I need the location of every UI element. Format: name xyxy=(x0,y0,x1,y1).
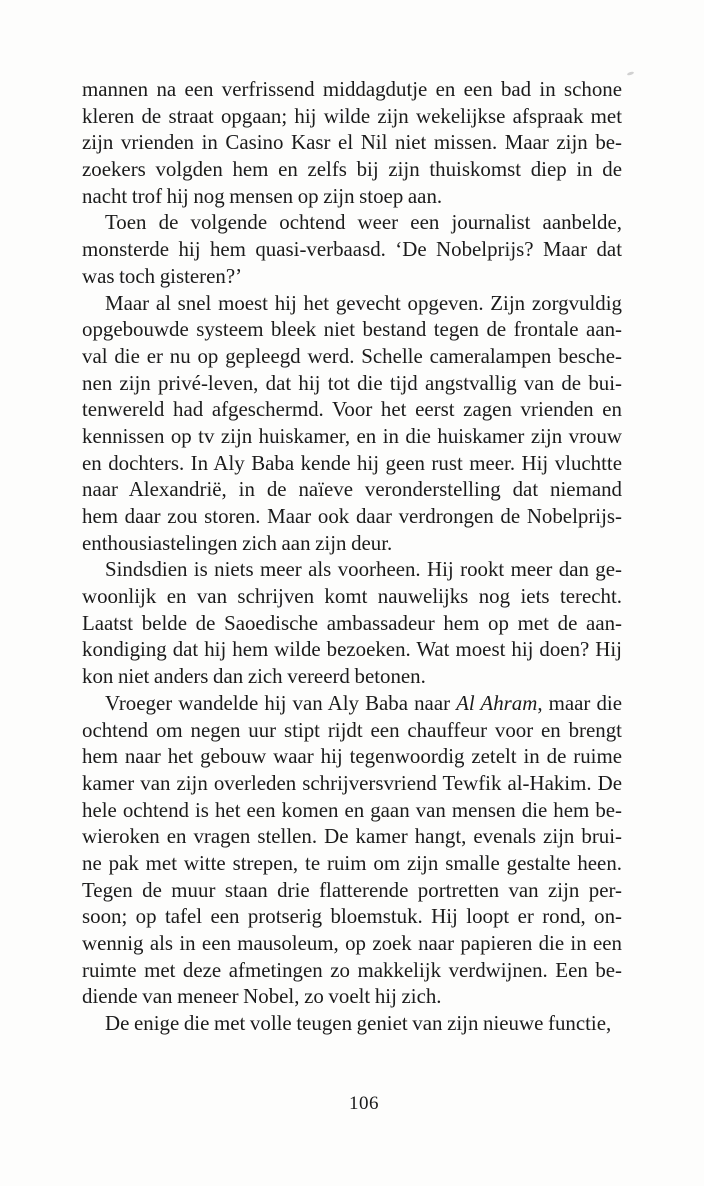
text-line: diende van meneer Nobel, zo voelt hij zich. xyxy=(82,984,442,1009)
text-line: wennig als in een mausoleum, op zoek naar papieren die in een xyxy=(82,931,622,955)
text-line: Toen de volgende ochtend weer een journalist aanbelde, xyxy=(105,210,622,235)
text-line: Tegen de muur staan drie flatterende portretten van zijn per- xyxy=(82,877,622,902)
text-line: monsterde hij hem quasi-verbaasd. ‘De Nobelprijs? Maar dat xyxy=(82,237,622,262)
text-line: naar Alexandrië, in de naïeve veronderstelling dat niemand xyxy=(82,477,622,502)
text-line: hem naar het gebouw waar hij tegenwoordig zetelt in de ruime xyxy=(82,744,622,769)
page-number: 106 xyxy=(349,1093,379,1114)
page-text xyxy=(82,76,622,1037)
text-line xyxy=(82,690,622,717)
paragraph-5 xyxy=(82,690,622,1010)
text-line: kon niet anders dan zich vereerd betonen. xyxy=(82,664,426,689)
paragraph-4 xyxy=(82,556,622,689)
text-line: nen zijn privé-leven, dat hij tot die tijd angstvallig van de bui- xyxy=(82,370,622,395)
text-line: opgebouwde systeem bleek niet bestand tegen de frontale aan- xyxy=(82,317,622,342)
text-line: zijn vrienden in Casino Kasr el Nil niet missen. Maar zijn be- xyxy=(82,130,622,155)
text-line: enthousiastelingen zich aan zijn deur. xyxy=(82,530,393,555)
text-line: soon; op tafel een protserig bloemstuk. Hij loopt er rond, on- xyxy=(82,904,622,929)
text-line: Maar al snel moest hij het gevecht opgeven. Zijn zorgvuldig xyxy=(105,290,622,315)
text-line: wieroken en vragen stellen. De kamer hangt, evenals zijn brui- xyxy=(82,824,622,849)
italic-publication-name: Al Ahram xyxy=(456,690,538,715)
text-line: kamer van zijn overleden schrijversvriend Tewfik al-Hakim. De xyxy=(82,770,622,795)
paragraph-1 xyxy=(82,76,622,209)
text-line: tenwereld had afgeschermd. Voor het eerst zagen vrienden en xyxy=(82,397,622,422)
text-line: Laatst belde de Saoedische ambassadeur hem op met de aan- xyxy=(82,610,622,635)
paragraph-3 xyxy=(82,290,622,557)
scan-artifact xyxy=(627,71,635,76)
text-line: hem daar zou storen. Maar ook daar verdrongen de Nobelprijs- xyxy=(82,504,622,528)
text-line: was toch gisteren?’ xyxy=(82,263,243,288)
text-line: nacht trof hij nog mensen op zijn stoep aan. xyxy=(82,183,443,208)
text-line: kleren de straat opgaan; hij wilde zijn wekelijkse afspraak met xyxy=(82,103,622,128)
text-line: ne pak met witte strepen, te ruim om zijn smalle gestalte heen. xyxy=(82,850,622,875)
text-line: ochtend om negen uur stipt rijdt een chauffeur voor en brengt xyxy=(82,717,622,742)
text-line: ruimte met deze afmetingen zo makkelijk verdwijnen. Een be- xyxy=(82,957,622,982)
text-line: val die er nu op gepleegd werd. Schelle cameralampen besche- xyxy=(82,343,622,368)
text-line: kennissen op tv zijn huiskamer, en in die huiskamer zijn vrouw xyxy=(82,423,622,448)
text-line: woonlijk en van schrijven komt nauwelijks nog iets terecht. xyxy=(82,584,622,609)
text-line: De enige die met volle teugen geniet van zijn nieuwe functie, xyxy=(105,1011,612,1036)
text-line: zoekers volgden hem en zelfs bij zijn thuiskomst diep in de xyxy=(82,157,622,182)
text-line: kondiging dat hij hem wilde bezoeken. Wat moest hij doen? Hij xyxy=(82,637,622,662)
paragraph-6 xyxy=(82,1010,622,1037)
paragraph-2 xyxy=(82,209,622,289)
text-line: Sindsdien is niets meer als voorheen. Hij rookt meer dan ge- xyxy=(105,557,622,582)
text-line: hele ochtend is het een komen en gaan van mensen die hem be- xyxy=(82,797,622,822)
text-line: en dochters. In Aly Baba kende hij geen rust meer. Hij vluchtte xyxy=(82,450,622,475)
text-line: mannen na een verfrissend middagdutje en een bad in schone xyxy=(82,77,622,101)
text-segment: , maar die xyxy=(537,690,622,715)
text-segment: Vroeger wandelde hij van Aly Baba naar xyxy=(105,690,457,715)
